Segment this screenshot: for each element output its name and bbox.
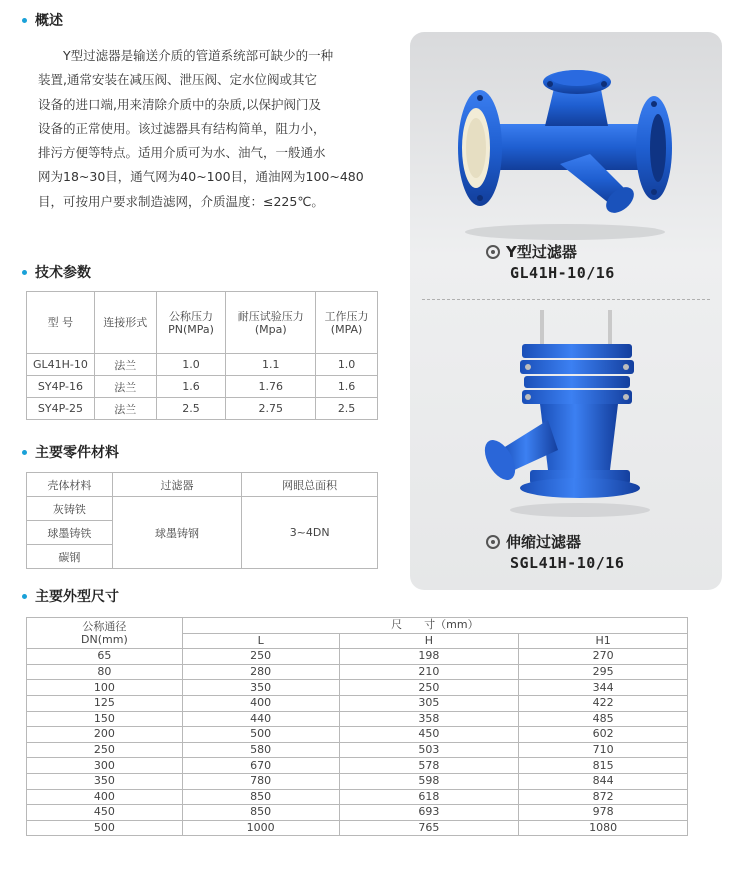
dimension-cell: 850 (182, 789, 339, 805)
material-header-row (27, 473, 378, 497)
spec-header-cell: 型 号 (27, 292, 95, 354)
overview-line: 目，可按用户要求制造滤网，介质温度：≤225℃。 (38, 193, 324, 209)
bullet-dot-icon (22, 450, 27, 455)
spec-table (26, 291, 378, 420)
dimension-cell: 1000 (182, 820, 339, 836)
dimension-cell: 978 (519, 805, 688, 821)
material-cell: 灰铸铁 (27, 497, 113, 521)
bullet-dot-icon (22, 18, 27, 23)
dimension-cell: 485 (519, 711, 688, 727)
spec-cell: 2.75 (226, 398, 316, 420)
overview-line: 设备的正常使用。该过滤器具有结构简单，阻力小， (38, 120, 326, 136)
dimension-row (27, 695, 688, 711)
spec-row (27, 398, 378, 420)
dimension-cell: 305 (339, 695, 519, 711)
dimension-cell: 450 (339, 727, 519, 743)
dimension-cell: 210 (339, 664, 519, 680)
overview-line: 网为18~30目，通气网为40~100目，通油网为100~480 (38, 169, 364, 185)
dimension-row (27, 649, 688, 665)
spec-cell: 1.6 (156, 376, 226, 398)
dimension-cell: 503 (339, 742, 519, 758)
dimension-row (27, 711, 688, 727)
dimension-cell: 400 (182, 695, 339, 711)
dimension-row (27, 820, 688, 836)
filter-material-cell: 球墨铸钢 (112, 497, 242, 569)
dimension-row (27, 664, 688, 680)
dimension-cell: 125 (27, 695, 183, 711)
material-header-cell: 壳体材料 (27, 473, 113, 497)
dimension-cell: 250 (339, 680, 519, 696)
material-cell: 球墨铸铁 (27, 521, 113, 545)
dimension-cell: 850 (182, 805, 339, 821)
dimension-cell: 100 (27, 680, 183, 696)
dimension-cell: 270 (519, 649, 688, 665)
dimension-cell: 1080 (519, 820, 688, 836)
specs-title-text: 技术参数 (35, 265, 91, 281)
spec-header-cell: 连接形式 (94, 292, 156, 354)
product-image-panel (410, 32, 722, 590)
spec-cell: 1.0 (316, 354, 378, 376)
material-header-cell: 网眼总面积 (242, 473, 378, 497)
spec-row (27, 376, 378, 398)
spec-header-cell: 耐压试验压力 (Mpa) (226, 292, 316, 354)
spec-cell: 2.5 (156, 398, 226, 420)
overview-paragraph (38, 44, 404, 214)
dimension-cell: 80 (27, 664, 183, 680)
dimension-cell: 358 (339, 711, 519, 727)
material-row (27, 497, 378, 521)
dimension-cell: 150 (27, 711, 183, 727)
dimension-cell: 250 (27, 742, 183, 758)
overview-line: 装置,通常安装在减压阀、泄压阀、定水位阀或其它 (38, 72, 317, 88)
spec-cell: 法兰 (94, 354, 156, 376)
dimension-cell: 598 (339, 773, 519, 789)
product-caption-y-strainer (486, 242, 615, 284)
spec-cell: SY4P-16 (27, 376, 95, 398)
overview-section-title (22, 10, 63, 30)
dimension-cell: 872 (519, 789, 688, 805)
spec-header-cell: 公称压力 PN(MPa) (156, 292, 226, 354)
telescopic-strainer-valve-image (470, 310, 670, 520)
dimension-cell: 618 (339, 789, 519, 805)
spec-header-cell: 工作压力 (MPA) (316, 292, 378, 354)
dimension-row (27, 805, 688, 821)
dn-header-cell: 公称通径 DN(mm) (27, 618, 183, 649)
dimension-cell: 280 (182, 664, 339, 680)
material-table (26, 472, 378, 569)
product-name: 伸缩过滤器 (506, 533, 582, 551)
materials-section-title (22, 442, 119, 462)
bullet-dot-icon (22, 270, 27, 275)
material-cell: 碳钢 (27, 545, 113, 569)
circle-bullet-icon (486, 535, 500, 549)
dimension-cell: 602 (519, 727, 688, 743)
dimension-cell: 765 (339, 820, 519, 836)
dimension-row (27, 727, 688, 743)
spec-cell: 2.5 (316, 398, 378, 420)
spec-cell: 1.6 (316, 376, 378, 398)
dimensions-title-text: 主要外型尺寸 (35, 589, 119, 605)
dimension-cell: 300 (27, 758, 183, 774)
dimension-cell: 500 (182, 727, 339, 743)
dimension-cell: 344 (519, 680, 688, 696)
dimension-row (27, 742, 688, 758)
dimension-cell: 580 (182, 742, 339, 758)
spec-cell: 1.76 (226, 376, 316, 398)
bullet-dot-icon (22, 594, 27, 599)
dimension-cell: 844 (519, 773, 688, 789)
dimension-cell: 693 (339, 805, 519, 821)
product-name: Y型过滤器 (506, 243, 577, 261)
mesh-area-cell: 3~4DN (242, 497, 378, 569)
dimension-column-header: H (339, 633, 519, 649)
spec-cell: 法兰 (94, 398, 156, 420)
product-model: SGL41H-10/16 (510, 554, 625, 572)
dimensions-section-title (22, 586, 119, 606)
dimension-cell: 400 (27, 789, 183, 805)
dimension-cell: 198 (339, 649, 519, 665)
spec-cell: 1.1 (226, 354, 316, 376)
specs-section-title (22, 262, 91, 282)
spec-cell: GL41H-10 (27, 354, 95, 376)
dimension-table (26, 617, 688, 836)
spec-cell: SY4P-25 (27, 398, 95, 420)
dimension-cell: 350 (27, 773, 183, 789)
y-strainer-valve-image (440, 54, 690, 244)
material-header-cell: 过滤器 (112, 473, 242, 497)
dimension-cell: 670 (182, 758, 339, 774)
dimension-cell: 450 (27, 805, 183, 821)
dimension-cell: 500 (27, 820, 183, 836)
dimension-table-body (27, 649, 688, 836)
product-model: GL41H-10/16 (510, 264, 615, 282)
overview-line: 设备的进口端,用来清除介质中的杂质,以保护阀门及 (38, 96, 321, 112)
dimension-row (27, 680, 688, 696)
dimension-cell: 350 (182, 680, 339, 696)
dimension-row (27, 773, 688, 789)
dimension-column-header: L (182, 633, 339, 649)
dimension-cell: 440 (182, 711, 339, 727)
dimension-cell: 815 (519, 758, 688, 774)
dimension-cell: 200 (27, 727, 183, 743)
dimension-row (27, 789, 688, 805)
dimension-cell: 780 (182, 773, 339, 789)
panel-divider (422, 299, 710, 300)
dimension-cell: 710 (519, 742, 688, 758)
overview-line: Y型过滤器是输送介质的管道系统部可缺少的一种 (63, 48, 334, 63)
dimension-cell: 65 (27, 649, 183, 665)
dimension-header-row (27, 618, 688, 634)
materials-title-text: 主要零件材料 (35, 445, 119, 461)
size-header-cell: 尺 寸（mm） (182, 618, 687, 634)
spec-row (27, 354, 378, 376)
dimension-column-header: H1 (519, 633, 688, 649)
circle-bullet-icon (486, 245, 500, 259)
spec-header-row (27, 292, 378, 354)
dimension-cell: 578 (339, 758, 519, 774)
dimension-cell: 250 (182, 649, 339, 665)
dimension-row (27, 758, 688, 774)
dimension-cell: 295 (519, 664, 688, 680)
overview-line: 排污方便等特点。适用介质可为水、油气，一般通水 (38, 145, 326, 161)
dimension-cell: 422 (519, 695, 688, 711)
overview-title-text: 概述 (35, 13, 63, 29)
product-caption-telescopic-strainer (486, 532, 624, 574)
spec-cell: 法兰 (94, 376, 156, 398)
spec-cell: 1.0 (156, 354, 226, 376)
